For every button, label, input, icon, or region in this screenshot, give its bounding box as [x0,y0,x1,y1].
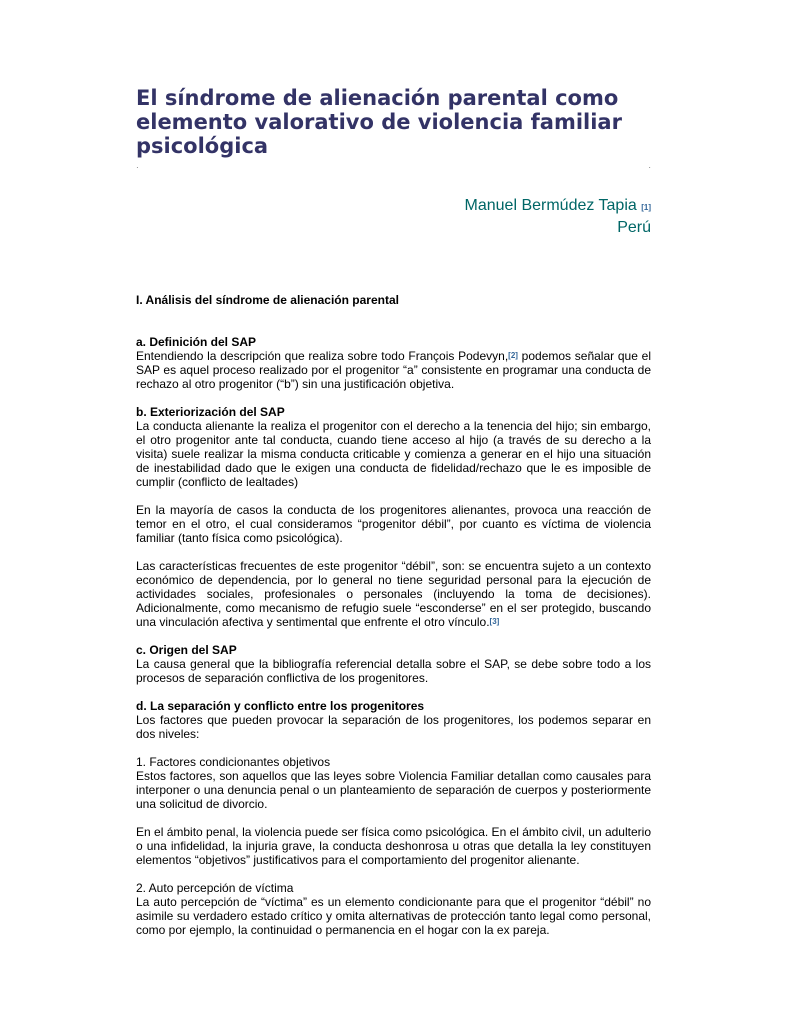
dot-left: · [136,163,139,172]
document-title: El síndrome de alienación parental como elemento valorativo de violencia familiar psicológica [136,86,622,158]
subsection-b [136,405,651,629]
subsection-d [136,699,651,937]
subsection-a-text [136,349,651,391]
factor-2-title: 2. Auto percepción de víctima [136,881,294,895]
paragraph [136,559,651,629]
paragraph: En la mayoría de casos la conducta de los progenitores alienantes, provoca una reacción de temor en el otro, el cual consideramos “progenitor débil”, por cuanto es víctima de violencia familiar (tanto física como psicológica). [136,503,651,545]
paragraph: En el ámbito penal, la violencia puede ser física como psicológica. En el ámbito civil, un adulterio o una infidelidad, la injuria grave, la conducta deshonrosa u otras que detalla la ley constituyen elementos “objetivos” justificativos para el comportamiento del progenitor alienante. [136,825,651,867]
author-footnote-link[interactable]: [1] [641,203,651,212]
paragraph: La auto percepción de “víctima” es un elemento condicionante para que el progenitor “débil” no asimile su verdadero estado crítico y omita alternativas de protección tanto legal como personal, como por ejemplo, la continuidad o permanencia en el hogar con la ex pareja. [136,895,651,937]
separator-dots [136,164,651,176]
subsection-c [136,643,651,685]
text-span: Las características frecuentes de este progenitor “débil”, son: se encuentra sujeto a un contexto económico de dependencia, por lo general no tiene seguridad personal para la ejecución de actividades sociales, profesionales o personales (incluyendo la toma de decisiones). Adicionalmente, como mecanismo de refugio suele “esconderse” en el ser protegido, buscando una vinculación afectiva y sentimental que enfrente el otro vínculo. [136,559,651,629]
paragraph: La causa general que la bibliografía referencial detalla sobre el SAP, se debe sobre todo a los procesos de separación conflictiva de los progenitores. [136,657,651,685]
author-country: Perú [617,219,651,236]
dot-right: · [648,163,651,172]
paragraph: Los factores que pueden provocar la separación de los progenitores, los podemos separar en dos niveles: [136,713,651,741]
section-heading: I. Análisis del síndrome de alienación parental [136,293,399,307]
paragraph: La conducta alienante la realiza el progenitor con el derecho a la tenencia del hijo; sin embargo, el otro progenitor ante tal conducta, cuando tiene acceso al hijo (a través de su derecho a la visita) suele realizar la misma conducta criticable y comienza a generar en el hijo una situación de inestabilidad dado que le exigen una conducta de fidelidad/rechazo que le es imposible de cumplir (conflicto de lealtades) [136,419,651,489]
subsection-c-heading: c. Origen del SAP [136,643,237,657]
paragraph: Estos factores, son aquellos que las leyes sobre Violencia Familiar detallan como causales para interponer o una denuncia penal o un planteamiento de separación de cuerpos y posteriormente una solicitud de divorcio. [136,769,651,811]
footnote-link-3[interactable]: [3] [489,617,500,626]
text-span: podemos señalar que el SAP es aquel proceso realizado por el progenitor “a” consistente en programar una conducta de rechazo al otro progenitor (“b”) sin una justificación objetiva. [136,349,651,391]
author-name: Manuel Bermúdez Tapia [464,197,637,214]
subsection-a-heading: a. Definición del SAP [136,335,257,349]
footnote-link-2[interactable]: [2] [508,351,518,360]
factor-1-title: 1. Factores condicionantes objetivos [136,755,331,769]
subsection-d-heading: d. La separación y conflicto entre los progenitores [136,699,425,713]
text-span: Entendiendo la descripción que realiza sobre todo François Podevyn, [136,349,509,363]
author-block [136,196,651,238]
subsection-b-heading: b. Exteriorización del SAP [136,405,285,419]
document-page [136,86,651,937]
subsection-a [136,335,651,391]
